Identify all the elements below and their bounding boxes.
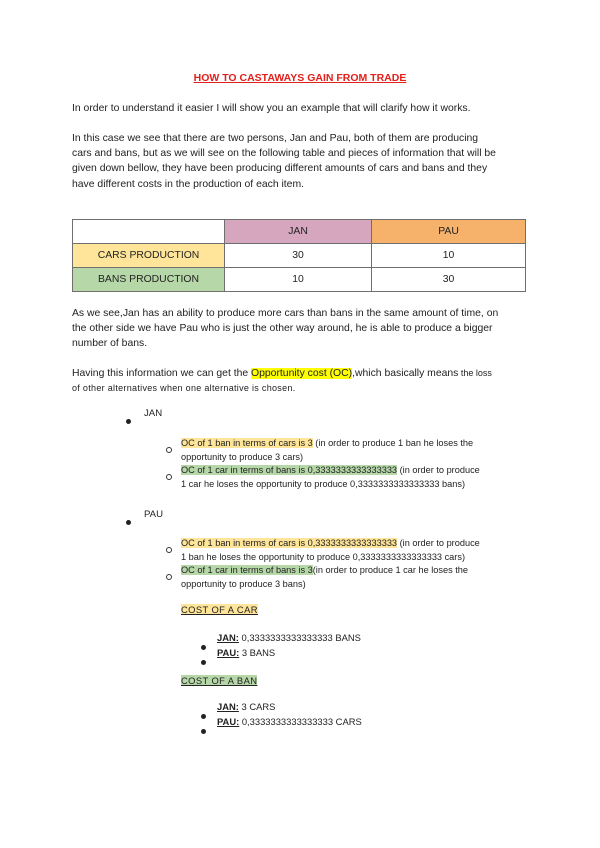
cost-ban-heading: COST OF A BAN	[181, 675, 258, 686]
jan-oc-ban-line2: opportunity to produce 3 cars)	[181, 452, 304, 462]
table-row	[73, 244, 526, 268]
cost-ban-jan-label: JAN:	[217, 701, 239, 712]
table-row	[73, 268, 526, 292]
bullet-dot	[201, 652, 206, 670]
cost-ban-pau	[217, 716, 362, 727]
pau-oc-car	[181, 563, 531, 591]
cost-car-jan-label: JAN:	[217, 632, 239, 643]
oc-line-2: of other alternatives when one alternative is chosen.	[72, 383, 296, 394]
cost-ban-jan	[217, 701, 275, 712]
analysis-paragraph	[72, 306, 530, 352]
oc-mid: ,which basically means	[352, 368, 459, 379]
cell-pau-cars: 10	[372, 244, 526, 268]
pau-oc-ban-rest: (in order to produce	[397, 538, 480, 548]
person-pau-label: PAU	[144, 509, 164, 520]
jan-oc-ban-highlight: OC of 1 ban in terms of cars is 3	[181, 438, 313, 448]
cost-car-pau	[217, 647, 275, 658]
sub-bullet-ring	[166, 467, 172, 485]
oc-tail: the loss	[458, 368, 492, 378]
jan-oc-car-rest: (in order to produce	[397, 465, 480, 475]
intro-paragraph: In order to understand it easier I will show you an example that will clarify how it works.	[72, 103, 471, 114]
table-corner-cell	[73, 220, 225, 244]
production-table	[72, 219, 526, 292]
context-paragraph	[72, 131, 530, 192]
analysis-line: number of bans.	[72, 338, 148, 350]
pau-oc-ban-highlight: OC of 1 ban in terms of cars is 0,3333333333333333	[181, 538, 398, 548]
row-label-bans: BANS PRODUCTION	[73, 268, 225, 292]
bullet-dot	[126, 411, 131, 429]
cost-car-pau-value: 3 BANS	[239, 647, 276, 658]
document-title: HOW TO CASTAWAYS GAIN FROM TRADE	[193, 72, 407, 84]
analysis-line: the other side we have Pau who is just the other way around, he is able to produce a bigger	[72, 323, 493, 335]
context-line: have different costs in the production of each item.	[72, 178, 305, 190]
cost-car-pau-label: PAU:	[217, 647, 240, 658]
cost-ban-pau-value: 0,3333333333333333 CARS	[239, 716, 362, 727]
cost-ban-jan-value: 3 CARS	[238, 701, 276, 712]
oc-prefix: Having this information we can get the	[72, 368, 252, 379]
row-label-cars: CARS PRODUCTION	[73, 244, 225, 268]
cost-car-jan-value: 0,3333333333333333 BANS	[238, 632, 361, 643]
pau-oc-car-highlight: OC of 1 car in terms of bans is 3	[181, 565, 313, 575]
oc-paragraph	[72, 366, 530, 396]
pau-oc-ban-line2: 1 ban he loses the opportunity to produce 0,3333333333333333 cars)	[181, 552, 466, 562]
analysis-line: As we see,Jan has an ability to produce more cars than bans in the same amount of time, on	[72, 308, 499, 319]
oc-term-highlight: Opportunity cost (OC)	[251, 368, 353, 379]
jan-oc-car-highlight: OC of 1 car in terms of bans is 0,3333333333333333	[181, 465, 398, 475]
context-line: cars and bans, but as we will see on the following table and pieces of information that will be	[72, 148, 496, 160]
sub-bullet-ring	[166, 540, 172, 558]
cost-car-jan	[217, 632, 361, 643]
sub-bullet-ring	[166, 440, 172, 458]
cost-ban-pau-label: PAU:	[217, 716, 240, 727]
table-header-jan: JAN	[225, 220, 372, 244]
table-header-row	[73, 220, 526, 244]
jan-oc-car	[181, 463, 531, 491]
jan-oc-ban-rest: (in order to produce 1 ban he loses the	[312, 438, 474, 448]
pau-oc-car-line2: opportunity to produce 3 bans)	[181, 579, 306, 589]
context-line: given down bellow, they have been producing different amounts of cars and bans and they	[72, 163, 488, 175]
sub-bullet-ring	[166, 567, 172, 585]
cell-pau-bans: 30	[372, 268, 526, 292]
jan-oc-ban	[181, 436, 531, 464]
cell-jan-cars: 30	[225, 244, 372, 268]
bullet-dot	[126, 512, 131, 530]
table-header-pau: PAU	[372, 220, 526, 244]
pau-oc-car-rest: (in order to produce 1 car he loses the	[312, 565, 469, 575]
pau-oc-ban	[181, 536, 531, 564]
person-jan-label: JAN	[144, 408, 163, 419]
bullet-dot	[201, 721, 206, 739]
cost-car-heading: COST OF A CAR	[181, 604, 258, 615]
jan-oc-car-line2: 1 car he loses the opportunity to produce 0,3333333333333333 bans)	[181, 479, 466, 489]
cell-jan-bans: 10	[225, 268, 372, 292]
oc-line-1	[72, 366, 530, 381]
context-line: In this case we see that there are two persons, Jan and Pau, both of them are producing	[72, 133, 479, 144]
